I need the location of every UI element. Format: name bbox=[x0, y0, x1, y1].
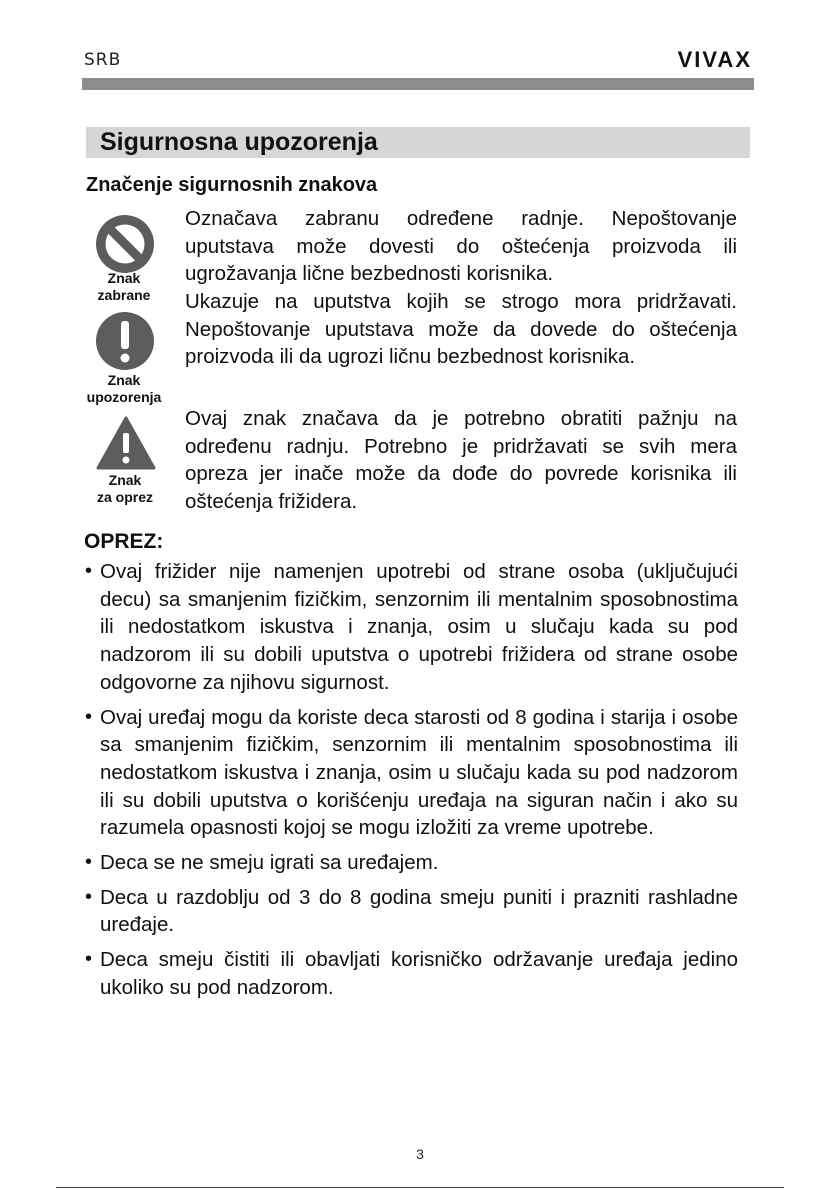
bullet-icon: • bbox=[85, 705, 93, 728]
subheading: Značenje sigurnosnih znakova bbox=[86, 174, 378, 196]
language-code: SRB bbox=[84, 50, 122, 70]
caution-list bbox=[84, 558, 738, 1009]
footer-divider bbox=[56, 1187, 784, 1188]
sign-description-caution: Ovaj znak značava da je potrebno obratiti pažnju na određenu radnju. Potrebno je pridržavati se svih mera opreza jer inače može da dođe do povrede korisnika ili oštećenja frižidera. bbox=[185, 407, 737, 513]
list-item: • Ovaj uređaj mogu da koriste deca starosti od 8 godina i starija i osobe sa smanjenim fizičkim, senzornim ili mentalnim sposobnostima ili nedostatkom iskustva i znanja, osim u slučaju kada su pod nadzorom ili su dobili uputstva o korišćenju uređaja na siguran način i ako su razumela opasnosti kojoj se mogu izložiti za vreme upotrebe. bbox=[85, 705, 738, 840]
list-item: • Deca u razdoblju od 3 do 8 godina smeju puniti i prazniti rashladne uređaje. bbox=[85, 885, 738, 937]
page-number: 3 bbox=[416, 1146, 424, 1162]
section-title: Sigurnosna upozorenja bbox=[86, 127, 750, 158]
prohibition-icon bbox=[95, 214, 155, 274]
sign-description-prohibition: Označava zabranu određene radnje. Nepoštovanje uputstava može dovesti do oštećenja proizvoda ili ugrožavanja lične bezbednosti korisnika. bbox=[185, 207, 737, 285]
list-item: • Deca se ne smeju igrati sa uređajem. bbox=[84, 849, 738, 877]
list-item: • Ovaj frižider nije namenjen upotrebi od strane osoba (uključujući decu) sa smanjenim fizičkim, senzornim ili mentalnim sposobnostima ili nedostatkom iskustva i znanja, osim u slučaju kada su pod nadzorom ili su dobili uputstva o upotrebi frižidera od strane osobe odgovorne za njihovu sigurnost. bbox=[85, 560, 738, 694]
list-item: • Deca smeju čistiti ili obavljati korisničko održavanje uređaja jedino ukoliko su pod nadzorom. bbox=[85, 948, 738, 999]
exclamation-icon bbox=[96, 312, 154, 370]
bullet-icon: • bbox=[85, 948, 93, 971]
sign-description-warning: Ukazuje na uputstva kojih se strogo mora pridržavati. Nepoštovanje uputstava može da dovede do oštećenja proizvoda ili da ugrozi ličnu bezbednost korisnika. bbox=[185, 290, 737, 368]
warning-triangle-icon bbox=[96, 416, 156, 470]
sign-caption-caution: Znak za oprez bbox=[96, 472, 153, 505]
bullet-icon: • bbox=[85, 851, 93, 874]
bullet-icon: • bbox=[85, 560, 93, 582]
header-bar bbox=[82, 78, 754, 90]
sign-caption-warning: Znak upozorenja bbox=[86, 372, 162, 405]
caution-title: OPREZ: bbox=[84, 530, 164, 553]
bullet-icon: • bbox=[85, 885, 93, 908]
brand-logo: VIVAX bbox=[677, 47, 752, 72]
sign-caption-prohibition: Znak zabrane bbox=[97, 270, 151, 303]
